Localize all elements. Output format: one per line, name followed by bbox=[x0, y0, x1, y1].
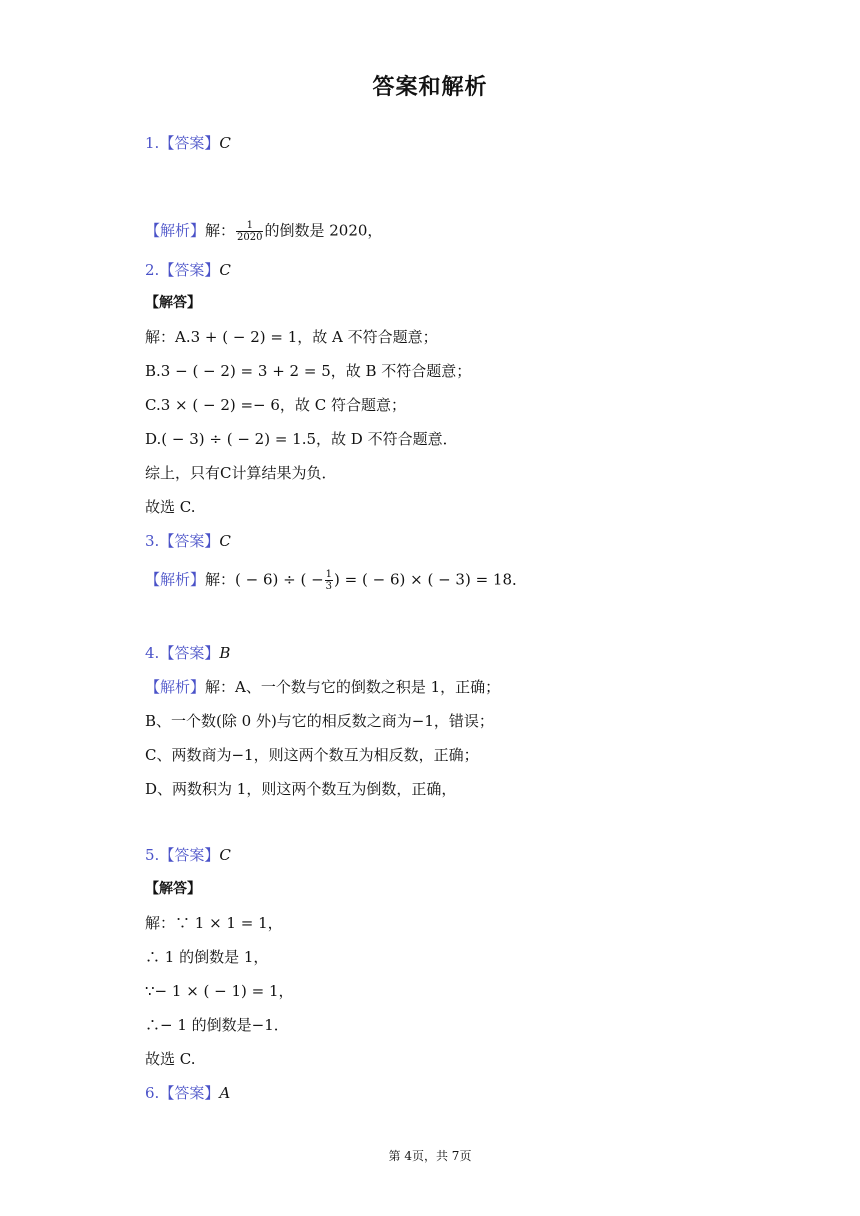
q2-number: 2. bbox=[145, 261, 160, 279]
q2-solution-line: D.( − 3) ÷ ( − 2) = 1.5，故 D 不符合题意． bbox=[145, 430, 458, 448]
q4-analysis-first: 解：A、一个数与它的倒数之积是 1，正确； bbox=[205, 678, 501, 696]
q4-analysis-line: D、两数积为 1，则这两个数互为倒数，正确， bbox=[145, 780, 457, 798]
q3-number: 3. bbox=[145, 532, 160, 550]
q3-fraction bbox=[325, 569, 333, 592]
q4-analysis-line: B、一个数(除 0 外)与它的相反数之商为−1，错误； bbox=[145, 712, 494, 730]
q4-analysis-tag: 【解析】 bbox=[145, 678, 206, 696]
q6-answer bbox=[145, 1083, 230, 1103]
q4-answer bbox=[145, 643, 230, 663]
q5-solution-tag: 【解答】 bbox=[145, 881, 201, 897]
q1-answer-tag: 【答案】 bbox=[159, 134, 220, 152]
q2-answer-tag: 【答案】 bbox=[159, 261, 220, 279]
page-title: 答案和解析 bbox=[372, 75, 488, 100]
q5-solution-line: ∵− 1 × ( − 1) = 1， bbox=[145, 982, 294, 1000]
q4-analysis bbox=[145, 677, 500, 697]
q2-solution-tag: 【解答】 bbox=[145, 295, 201, 311]
q6-answer-value: A bbox=[219, 1084, 231, 1102]
q3-analysis bbox=[145, 569, 527, 592]
q5-number: 5. bbox=[145, 846, 160, 864]
q5-answer bbox=[145, 845, 231, 865]
q5-solution-line: ∴ 1 的倒数是 1， bbox=[145, 948, 269, 966]
q3-answer-value: C bbox=[219, 532, 231, 550]
q1-fraction-numerator: 1 bbox=[236, 220, 263, 232]
q1-analysis-tag: 【解析】 bbox=[145, 221, 206, 240]
q3-answer-tag: 【答案】 bbox=[159, 532, 220, 550]
q5-solution-line: 故选 C. bbox=[145, 1050, 196, 1068]
q1-answer bbox=[145, 133, 231, 153]
q2-solution-line: 综上，只有C计算结果为负． bbox=[145, 464, 337, 482]
q4-number: 4. bbox=[145, 644, 160, 662]
q3-analysis-pre: 解：( − 6) ÷ ( − bbox=[205, 570, 324, 589]
q3-fraction-denominator: 3 bbox=[325, 581, 333, 592]
q3-answer bbox=[145, 531, 231, 551]
page-footer: 第 4页，共 7页 bbox=[388, 1149, 472, 1163]
q1-analysis-pre: 解： bbox=[205, 221, 236, 240]
q5-solution-line: ∴− 1 的倒数是−1． bbox=[145, 1016, 289, 1034]
q4-analysis-line: C、两数商为−1，则这两个数互为相反数，正确； bbox=[145, 746, 479, 764]
q5-answer-value: C bbox=[219, 846, 231, 864]
q5-solution-line: 解：∵ 1 × 1 = 1， bbox=[145, 914, 283, 932]
q4-answer-tag: 【答案】 bbox=[159, 644, 220, 662]
q5-answer-tag: 【答案】 bbox=[159, 846, 220, 864]
q1-fraction bbox=[236, 220, 263, 243]
q3-analysis-post: ) = ( − 6) × ( − 3) = 18． bbox=[334, 570, 528, 589]
q2-solution-line: 故选 C. bbox=[145, 498, 196, 516]
q3-analysis-tag: 【解析】 bbox=[145, 570, 206, 589]
q1-answer-value: C bbox=[219, 134, 231, 152]
q2-solution-line: B.3 − ( − 2) = 3 + 2 = 5，故 B 不符合题意； bbox=[145, 362, 472, 380]
q6-answer-tag: 【答案】 bbox=[159, 1084, 220, 1102]
q3-fraction-numerator: 1 bbox=[325, 569, 333, 580]
q1-analysis bbox=[145, 220, 382, 243]
q6-number: 6. bbox=[145, 1084, 160, 1102]
q2-solution-line: C.3 × ( − 2) =− 6，故 C 符合题意； bbox=[145, 396, 406, 414]
q2-answer-value: C bbox=[219, 261, 231, 279]
q1-analysis-post: 的倒数是 2020， bbox=[264, 221, 383, 240]
q1-number: 1. bbox=[145, 134, 160, 152]
q1-fraction-denominator: 2020 bbox=[237, 232, 263, 243]
q2-answer bbox=[145, 260, 231, 280]
q4-answer-value: B bbox=[219, 644, 231, 662]
q2-solution-line: 解：A.3 + ( − 2) = 1，故 A 不符合题意； bbox=[145, 328, 438, 346]
